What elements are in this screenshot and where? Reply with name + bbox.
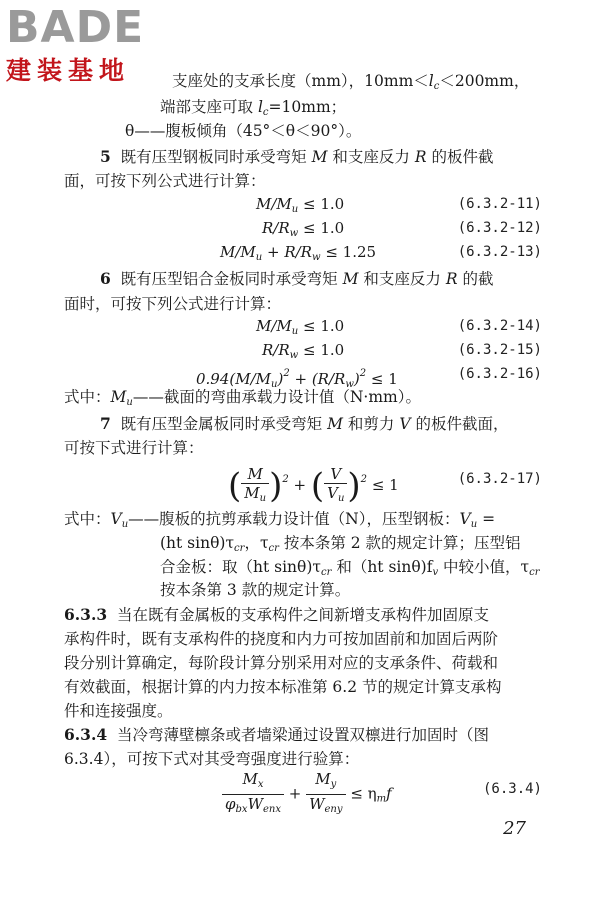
equation-number: (6.3.4) — [482, 781, 542, 797]
equation-number: (6.3.2-13) — [457, 244, 542, 260]
section-6-3-4: 6.3.4 当冷弯薄壁檩条或者墙梁通过设置双檩进行加固时（图 — [64, 725, 490, 744]
section-6-3-3: 6.3.3 当在既有金属板的支承构件之间新增支承构件加固原支 — [64, 605, 490, 624]
text-line: 按本条第 3 款的规定计算。 — [160, 581, 351, 599]
text-line: 端部支座可取 $l_c=10mm$； — [160, 98, 347, 118]
equation-number: (6.3.2-14) — [457, 318, 542, 334]
text-line: 面，可按下列公式进行计算： — [64, 172, 266, 190]
text-line: 合金板：取（ht $\sin\theta)\tau_{cr}$ 和（ht $\sin\theta)f_v$ 中较小值，$\tau_{cr}$ — [160, 558, 540, 578]
formula: $M/M_u \le 1.0$ — [256, 317, 345, 337]
equation-number: (6.3.2-11) — [457, 196, 542, 212]
text-line: 可按下式进行计算： — [64, 439, 204, 457]
formula: ( $\frac{M}{M_u}$ )$^2$ + ( $\frac{V}{V_u}$ )$^2$ ≤ 1 — [228, 464, 399, 506]
formula: $R/R_w \le 1.0$ — [262, 341, 345, 361]
equation-number: (6.3.2-16) — [457, 366, 542, 382]
text-line: 承构件时，既有支承构件的挠度和内力可按加固前和加固后两阶 — [64, 630, 499, 648]
text-line: θ——腹板倾角（45°＜θ＜90°）。 — [125, 122, 362, 140]
paragraph-5: 5 既有压型钢板同时承受弯矩 M 和支座反力 R 的板件截 — [100, 147, 494, 166]
text-line: 面时，可按下列公式进行计算： — [64, 295, 282, 313]
equation-number: (6.3.2-17) — [457, 471, 542, 487]
text-line: (ht $\sin\theta)\tau_{cr}$，$\tau_{cr}$ 按本条第 2 款的规定计算；压型铝 — [160, 534, 521, 554]
text-line: 件和连接强度。 — [64, 702, 173, 720]
page-number: 27 — [503, 818, 526, 839]
formula: $0.94(M/M_u)^2 + (R/R_w)^2 \le 1$ — [196, 368, 398, 390]
logo-subtitle: 建装基地 — [6, 56, 131, 85]
formula: $M/M_u + R/R_w \le 1.25$ — [220, 243, 377, 263]
paragraph-6: 6 既有压型铝合金板同时承受弯矩 M 和支座反力 R 的截 — [100, 269, 494, 288]
formula: $\frac{M_x}{\varphi_{bx}W_{enx}}$ + $\frac{M_y}{W_{eny}}$ ≤ $\eta_mf$ — [222, 770, 392, 820]
logo — [6, 4, 181, 94]
equation-number: (6.3.2-12) — [457, 220, 542, 236]
text-line: 段分别计算确定，每阶段计算分别采用对应的支承条件、荷载和 — [64, 654, 499, 672]
logo-wordmark: BADE — [6, 2, 145, 53]
paragraph-7: 7 既有压型金属板同时承受弯矩 M 和剪力 V 的板件截面， — [100, 414, 509, 433]
formula: $M/M_u \le 1.0$ — [256, 195, 345, 215]
text-line: 式中：$M_u——$截面的弯曲承载力设计值（N·mm）。 — [64, 388, 421, 408]
text-line: 6.3.4），可按下式对其受弯强度进行验算： — [64, 750, 360, 768]
text-line: 支座处的支承长度（mm），$10mm<l_c<200mm$， — [172, 72, 530, 92]
formula: $R/R_w \le 1.0$ — [262, 219, 345, 239]
equation-number: (6.3.2-15) — [457, 342, 542, 358]
text-line: 有效截面，根据计算的内力按本标准第 6.2 节的规定计算支承构 — [64, 678, 502, 696]
text-line: 式中：$V_u——$腹板的抗剪承载力设计值（N），压型钢板：$V_u$ = — [64, 510, 496, 530]
